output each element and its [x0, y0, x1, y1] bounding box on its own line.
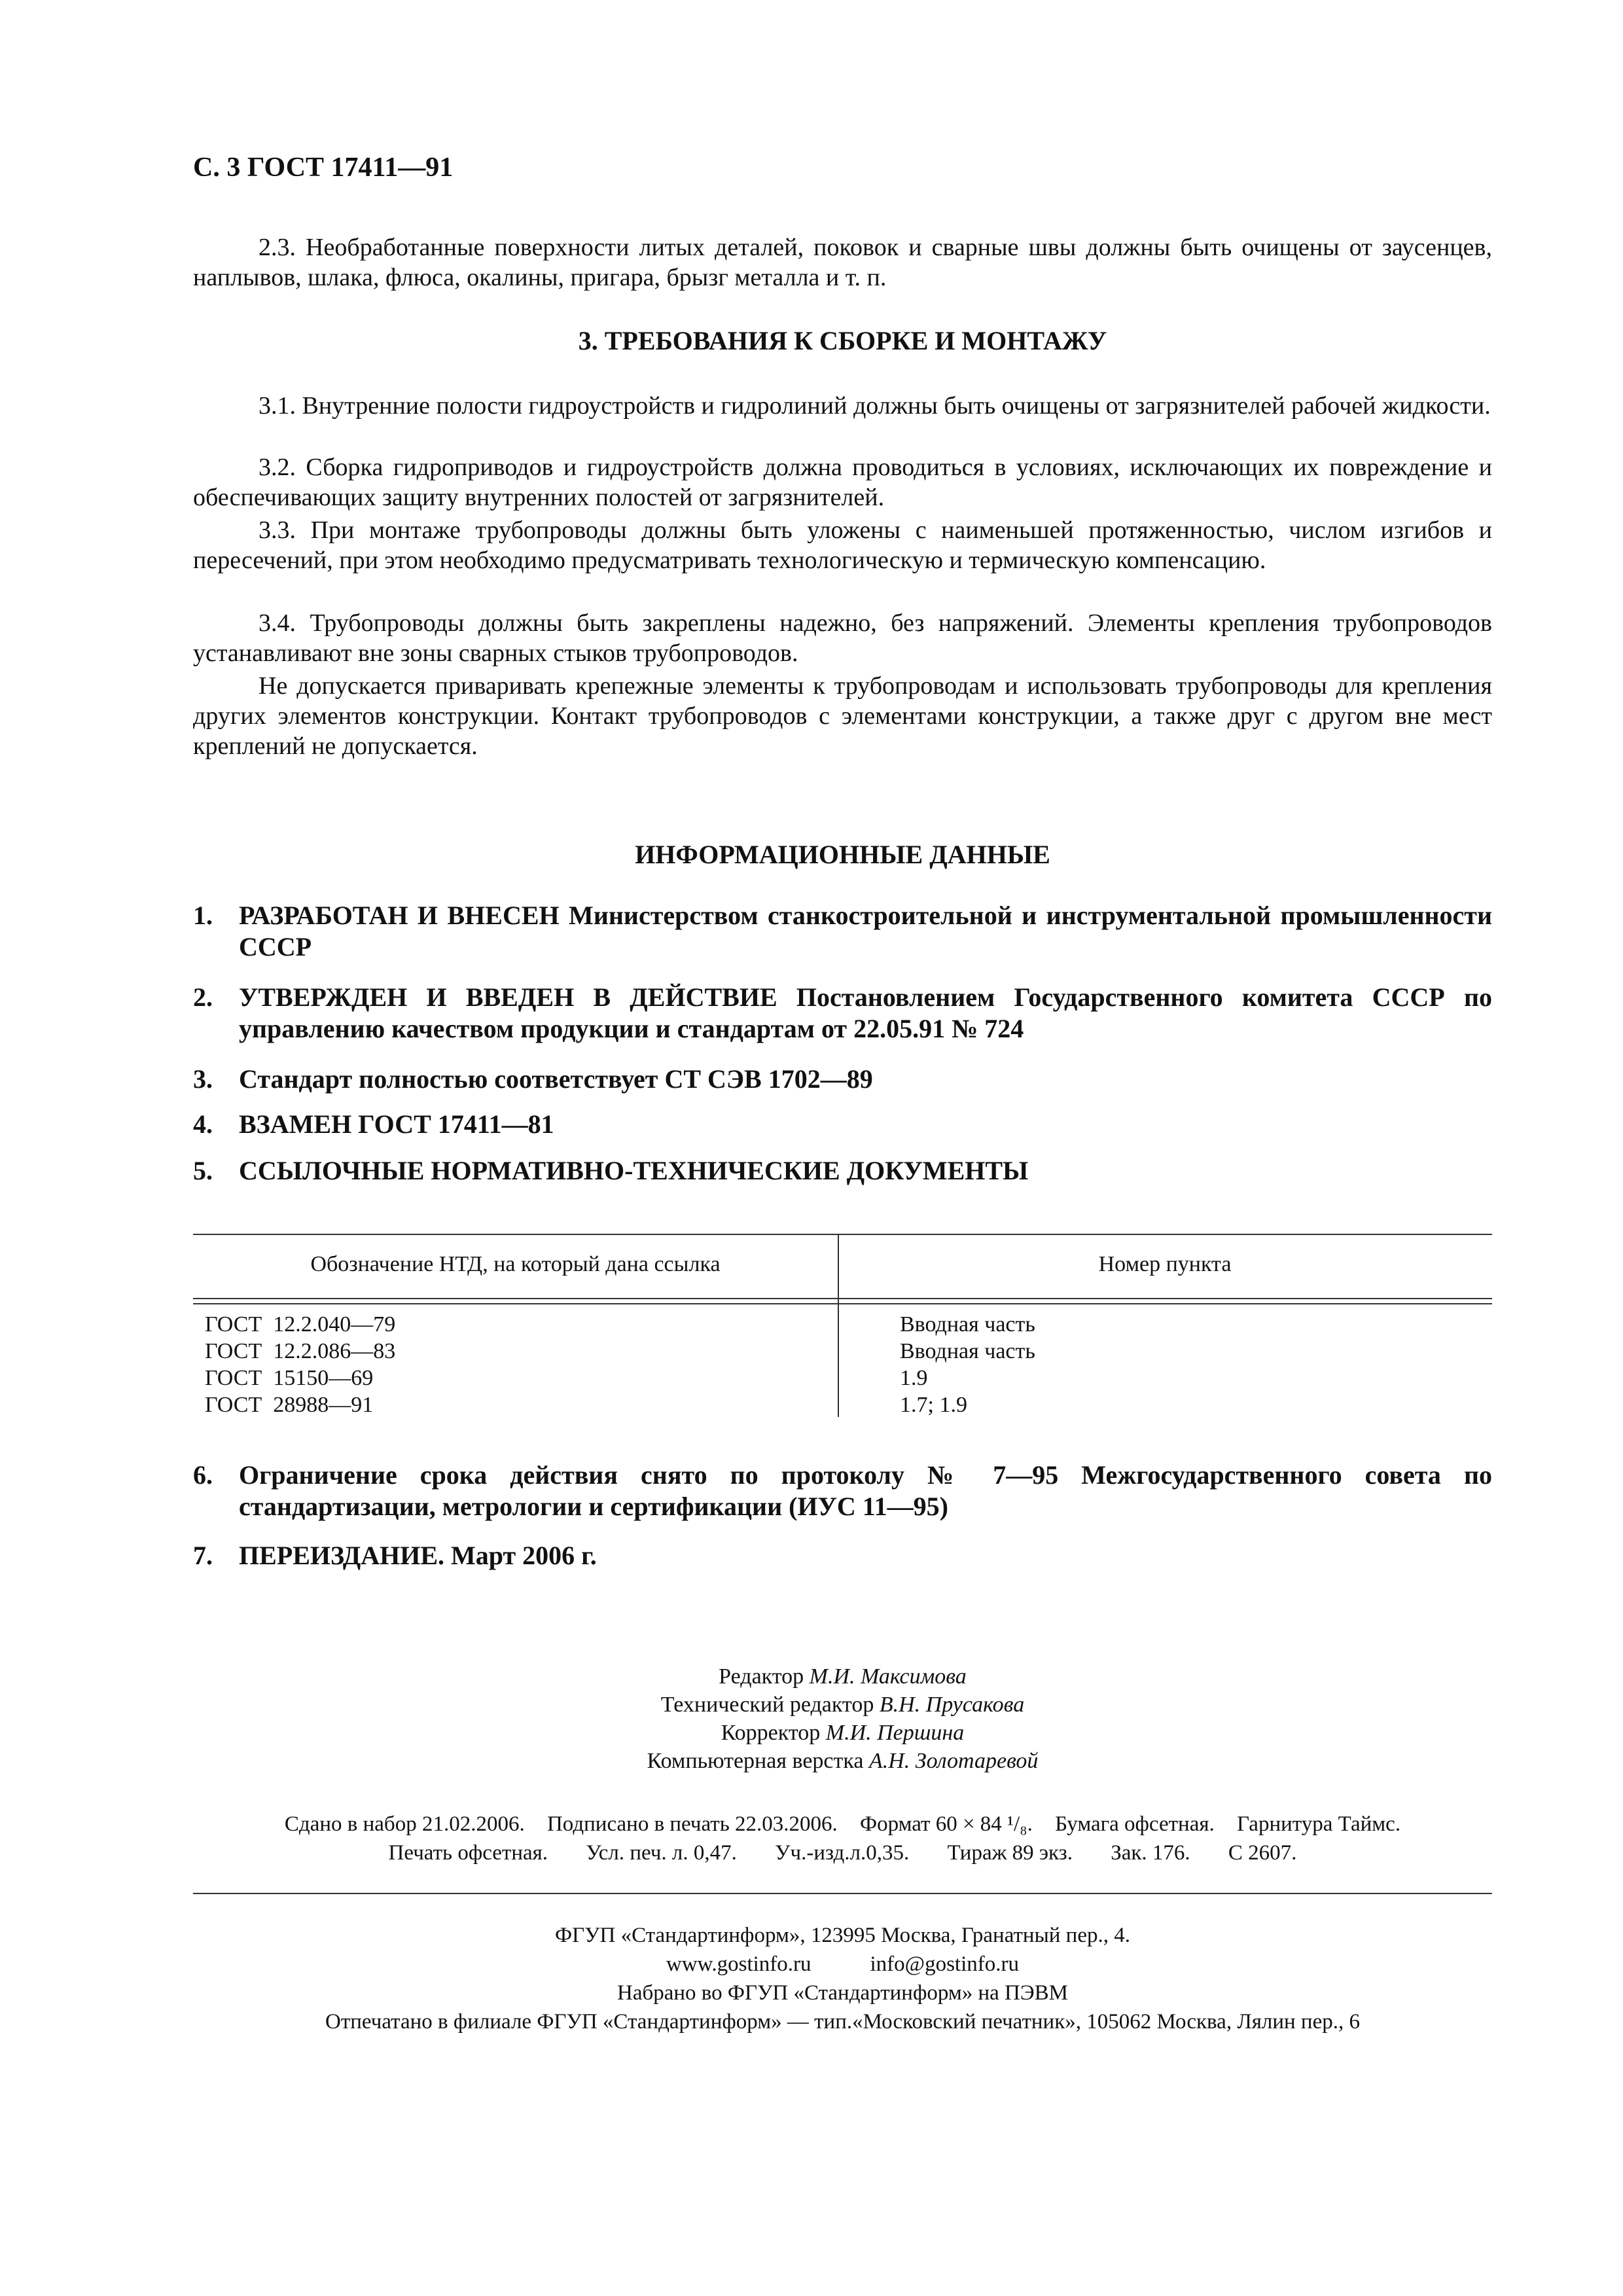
info-item-2	[193, 982, 1492, 1045]
table-top-rule	[193, 1234, 1492, 1235]
info-item-6	[193, 1460, 1492, 1522]
info-item-5	[193, 1155, 1492, 1187]
paragraph-3-2: 3.2. Сборка гидроприводов и гидроустройств должна проводиться в условиях, исключающих их повреждение и обеспечивающих защиту внутренних полостей от загрязнителей.	[193, 454, 1492, 511]
info-item-number: 3.	[193, 1064, 213, 1094]
table-column-clauses	[900, 1311, 1035, 1418]
info-item-text: Ограничение срока действия снято по протоколу № 7—95 Межгосударственного совета по стандартизации, метрологии и сертификации (ИУС 11—95)	[239, 1460, 1492, 1521]
print-details	[193, 1810, 1492, 1867]
info-item-text: ПЕРЕИЗДАНИЕ. Март 2006 г.	[239, 1541, 597, 1570]
table-cell: ГОСТ 15150—69	[205, 1366, 374, 1390]
page-header: С. 3 ГОСТ 17411—91	[193, 152, 454, 183]
info-item-text: ВЗАМЕН ГОСТ 17411—81	[239, 1109, 554, 1139]
info-item-text: ССЫЛОЧНЫЕ НОРМАТИВНО-ТЕХНИЧЕСКИЕ ДОКУМЕНТЫ	[239, 1156, 1029, 1185]
info-item-text: РАЗРАБОТАН И ВНЕСЕН Министерством станкостроительной и инструментальной промышленности СССР	[239, 901, 1492, 961]
table-cell: 1.7; 1.9	[900, 1393, 967, 1417]
table-cell: ГОСТ 12.2.040—79	[205, 1312, 396, 1336]
info-item-number: 6.	[193, 1460, 213, 1490]
info-item-number: 4.	[193, 1109, 213, 1139]
info-item-3	[193, 1064, 1492, 1095]
paragraph-3-4: 3.4. Трубопроводы должны быть закреплены надежно, без напряжений. Элементы крепления трубопроводов устанавливают вне зоны сварных стыков трубопроводов.	[193, 609, 1492, 667]
publisher-website[interactable]: www.gostinfo.ru	[666, 1952, 812, 1976]
publisher-email[interactable]: info@gostinfo.ru	[870, 1952, 1019, 1976]
printed-note: Отпечатано в филиале ФГУП «Стандартинформ» — тип.«Московский печатник», 105062 Москва, Лялин пер., 6	[325, 2010, 1360, 2034]
publisher-footer	[193, 1921, 1492, 2036]
print-details-line-2: Печать офсетная. Усл. печ. л. 0,47. Уч.-изд.л.0,35. Тираж 89 экз. Зак. 176. С 2607.	[388, 1841, 1297, 1865]
info-item-text: УТВЕРЖДЕН И ВВЕДЕН В ДЕЙСТВИЕ Постановлением Государственного комитета СССР по управлению качеством продукции и стандартам от 22.05.91 № 724	[239, 982, 1492, 1043]
table-cell: Вводная часть	[900, 1339, 1035, 1363]
publisher-contacts	[193, 1950, 1492, 1979]
paragraph-3-3: 3.3. При монтаже трубопроводы должны быть уложены с наименьшей протяженностью, числом изгибов и пересечений, при этом необходимо предусматривать технологическую и термическую компенсацию.	[193, 516, 1492, 574]
info-item-number: 1.	[193, 901, 213, 930]
info-item-number: 7.	[193, 1541, 213, 1570]
credit-technical-editor: Технический редактор В.Н. Прусакова	[660, 1693, 1025, 1717]
print-details-line-1: Сдано в набор 21.02.2006. Подписано в печать 22.03.2006. Формат 60 × 84 ¹/₈. Бумага офсетная. Гарнитура Таймс.	[284, 1812, 1401, 1836]
table-cell: ГОСТ 12.2.086—83	[205, 1339, 396, 1363]
info-item-number: 5.	[193, 1156, 213, 1185]
credit-editor: Редактор М.И. Максимова	[719, 1664, 967, 1689]
paragraph-3-1: 3.1. Внутренние полости гидроустройств и гидролиний должны быть очищены от загрязнителей рабочей жидкости.	[259, 392, 1491, 420]
publisher-address: ФГУП «Стандартинформ», 123995 Москва, Гранатный пер., 4.	[555, 1924, 1130, 1947]
info-data-title: ИНФОРМАЦИОННЫЕ ДАННЫЕ	[635, 840, 1050, 869]
table-header-rule	[193, 1298, 1492, 1299]
info-item-1	[193, 900, 1492, 963]
info-item-number: 2.	[193, 982, 213, 1012]
info-item-4	[193, 1109, 1492, 1140]
credit-proofreader: Корректор М.И. Першина	[721, 1721, 965, 1745]
typeset-note: Набрано во ФГУП «Стандартинформ» на ПЭВМ	[616, 1981, 1069, 2005]
footer-rule	[193, 1893, 1492, 1894]
editorial-credits	[193, 1662, 1492, 1775]
table-header-rule-double	[193, 1303, 1492, 1304]
table-cell: Вводная часть	[900, 1312, 1035, 1336]
info-item-7	[193, 1540, 1492, 1571]
reference-table	[193, 1234, 1492, 1420]
table-header-clause: Номер пункта	[1098, 1252, 1232, 1276]
paragraph-3-4-continued: Не допускается приваривать крепежные элементы к трубопроводам и использовать трубопроводы для крепления других элементов конструкции. Контакт трубопроводов с элементами конструкции, а также друг с другом вне мест креплений не допускается.	[193, 672, 1492, 760]
table-cell: ГОСТ 28988—91	[205, 1393, 374, 1417]
table-header-document: Обозначение НТД, на который дана ссылка	[310, 1252, 721, 1276]
paragraph-2-3: 2.3. Необработанные поверхности литых деталей, поковок и сварные швы должны быть очищены от заусенцев, наплывов, шлака, флюса, окалины, пригара, брызг металла и т. п.	[193, 234, 1492, 291]
section-3-title: 3. ТРЕБОВАНИЯ К СБОРКЕ И МОНТАЖУ	[578, 326, 1107, 355]
credit-layout: Компьютерная верстка А.Н. Золотаревой	[647, 1749, 1039, 1773]
table-cell: 1.9	[900, 1366, 928, 1390]
info-item-text: Стандарт полностью соответствует СТ СЭВ 1702—89	[239, 1064, 873, 1094]
table-column-documents	[205, 1311, 395, 1418]
